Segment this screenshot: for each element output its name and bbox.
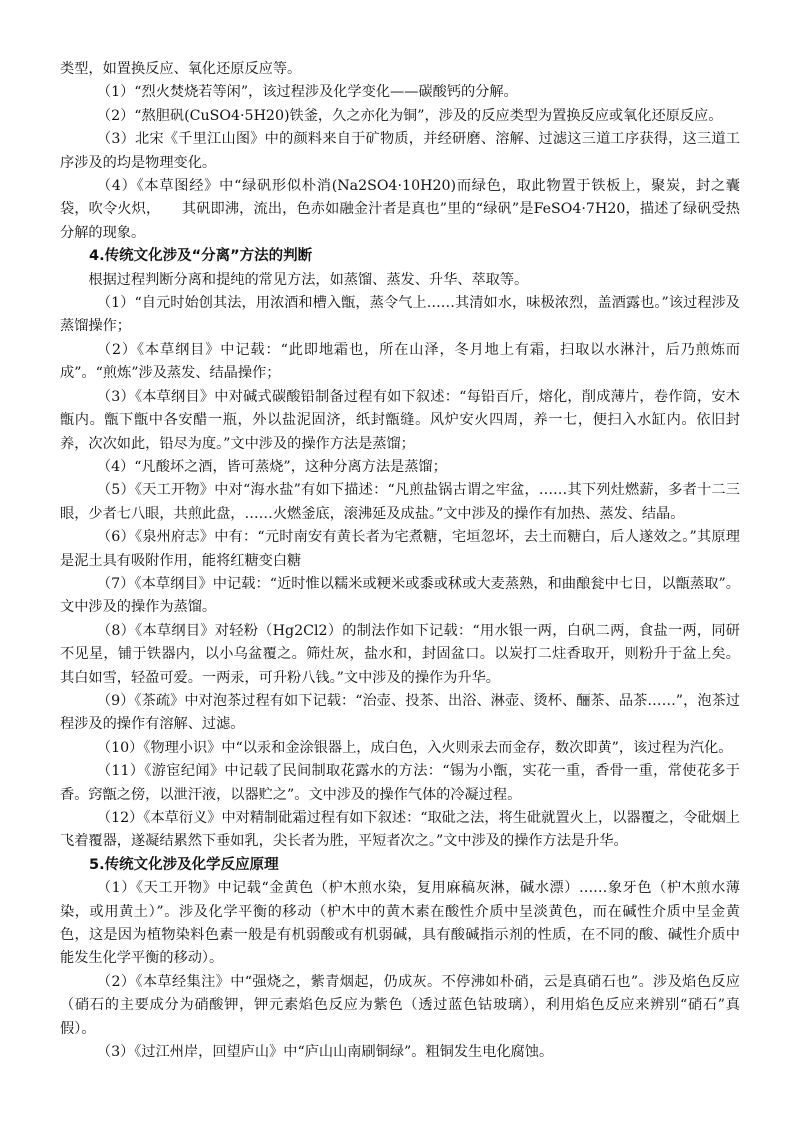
- separation-item-12: （12）《本草衍义》中对精制砒霜过程有如下叙述：“取砒之法，将生砒就置火上，以器覆之，令砒烟上飞着覆器，遂凝结累然下垂如乳，尖长者为胜，平短者次之。”文中涉及的操作方法是升华。: [60, 810, 740, 850]
- separation-item-4: （4）“凡酸坏之酒，皆可蒸烧”，这种分离方法是蒸馏；: [96, 458, 447, 475]
- document-page: [60, 58, 740, 1064]
- reaction-item-2: （2）“熬胆矾(CuSO4·5H20)铁釜，久之亦化为铜”，涉及的反应类型为置换反应或氧化还原反应。: [96, 107, 723, 124]
- section-4-heading: 4.传统文化涉及“分离”方法的判断: [89, 248, 313, 265]
- reaction-item-1: （1）“烈火焚烧若等闲”，该过程涉及化学变化——碳酸钙的分解。: [96, 84, 518, 101]
- principle-item-3: （3）《过江州岸，回望庐山》中“庐山山南刷铜绿”。粗铜发生电化腐蚀。: [96, 1044, 554, 1061]
- section-4-intro: 根据过程判断分离和提纯的常见方法，如蒸馏、蒸发、升华、萃取等。: [88, 271, 529, 288]
- separation-item-10: （10）《物理小识》中“以汞和金涂银器上，成白色，入火则汞去而金存，数次即黄”，该过程为汽化。: [96, 739, 733, 756]
- reaction-item-4: （4）《本草图经》中“绿矾形似朴消(Na2SO4·10H20)而绿色，取此物置于铁板上，聚炭，封之囊袋，吹令火炽， 其矾即沸，流出，色赤如融金汁者是真也”里的“绿矾”是FeSO4·7H20，描述了绿矾受热分解的现象。: [60, 178, 740, 241]
- principle-item-2: （2）《本草经集注》中“强烧之，紫青烟起，仍成灰。不停沸如朴硝，云是真硝石也”。涉及焰色反应（硝石的主要成分为硝酸钾，钾元素焰色反应为紫色（透过蓝色钴玻璃），利用焰色反应来辨别“硝石”真假）。: [60, 973, 740, 1037]
- separation-item-3: （3）《本草纲目》中对碱式碳酸铅制备过程有如下叙述：“每铅百斤，熔化，削成薄片，卷作筒，安木甑内。甑下甑中各安醋一瓶，外以盐泥固济，纸封甑缝。风炉安火四周，养一七，便扫入水缸内。依旧封养，次次如此，铅尽为度。”文中涉及的操作方法是蒸馏；: [60, 388, 740, 452]
- separation-item-7: （7）《本草纲目》中记载：“近时惟以糯米或粳米或黍或秫或大麦蒸熟，和曲酿瓮中七日，以甑蒸取”。文中涉及的操作为蒸馏。: [60, 575, 740, 616]
- separation-item-5: （5）《天工开物》中对“海水盐”有如下描述：“凡煎盐锅古谓之牢盆，……其下列灶燃薪，多者十二三眼，少者七八眼，共煎此盘，……火燃釜底，滚沸延及成盐。”文中涉及的操作有加热、蒸发、结晶。: [60, 482, 740, 522]
- intro-tail-paragraph: 类型，如置换反应、氧化还原反应等。: [60, 61, 302, 77]
- separation-item-11: （11）《游宦纪闻》中记载了民间制取花露水的方法：“锡为小甑，实花一重，香骨一重，常使花多于香。窍甑之傍，以泄汗液，以器贮之”。文中涉及的操作气体的冷凝过程。: [60, 763, 740, 803]
- section-5-heading: 5.传统文化涉及化学反应原理: [89, 856, 279, 873]
- principle-item-1: （1）《天工开物》中记载“金黄色（枦木煎水染，复用麻稿灰淋，碱水漂）……象牙色（枦木煎水薄染，或用黄土）”。涉及化学平衡的移动（枦木中的黄木素在酸性介质中呈淡黄色，而在碱性介质中呈金黄色，这是因为植物染料色素一般是有机弱酸或有机弱碱，具有酸碱指示剂的性质，在不同的酸、碱性介质中能发生化学平衡的移动）。: [60, 880, 740, 967]
- separation-item-6: （6）《泉州府志》中有：“元时南安有黄长者为宅煮糖，宅垣忽坏，去土而糖白，后人遂效之。”其原理是泥土具有吸附作用，能将红糖变白糖: [60, 529, 740, 569]
- reaction-item-3: （3）北宋《千里江山图》中的颜料来自于矿物质，并经研磨、溶解、过滤这三道工序获得，这三道工序涉及的均是物理变化。: [60, 131, 740, 171]
- separation-item-2: （2）《本草纲目》中记载：“此即地霜也，所在山泽，冬月地上有霜，扫取以水淋汁，后乃煎炼而成”。“煎炼”涉及蒸发、结晶操作；: [60, 341, 740, 382]
- separation-item-1: （1）“自元时始创其法，用浓酒和槽入甑，蒸令气上……其清如水，味极浓烈，盖酒露也。”该过程涉及蒸馏操作；: [60, 295, 740, 335]
- separation-item-8: （8）《本草纲目》对轻粉（Hg2Cl2）的制法作如下记载：“用水银一两，白矾二两，食盐一两，同研不见星，铺于铁器内，以小乌盆覆之。筛灶灰，盐水和，封固盆口。以炭打二炷香取开，则粉升于盆上矣。其白如雪，轻盈可爱。一两汞，可升粉八钱。”文中涉及的操作为升华。: [60, 622, 740, 686]
- separation-item-9: （9）《茶疏》中对泡茶过程有如下记载：“治壶、投茶、出浴、淋壶、烫杯、酾茶、品茶……”，泡茶过程涉及的操作有溶解、过滤。: [60, 692, 740, 733]
